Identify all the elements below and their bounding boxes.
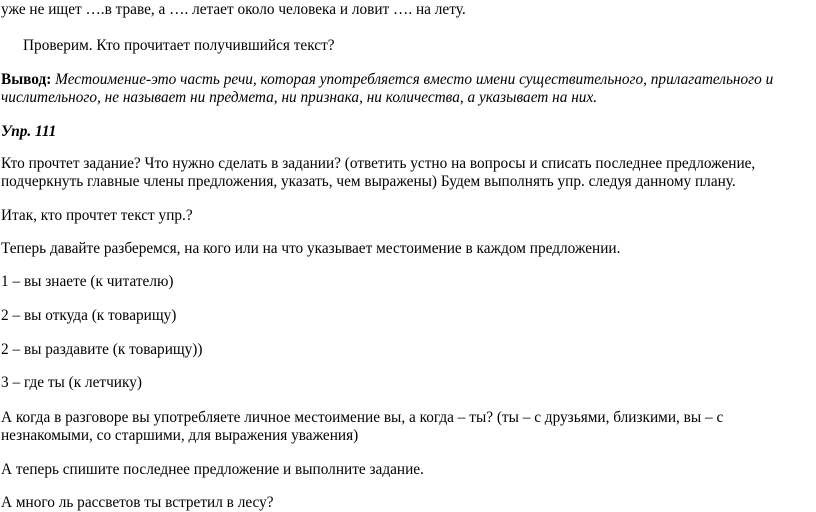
who-reads-line: Итак, кто прочтет текст упр.? xyxy=(1,207,193,224)
analyze-line: Теперь давайте разберемся, на кого или на что указывает местоимение в каждом предложении. xyxy=(1,240,621,257)
conclusion-label: Вывод: xyxy=(1,71,52,88)
task-line1: Кто прочтет задание? Что нужно сделать в задании? (ответить устно на вопросы и списать последнее предложение, xyxy=(1,155,756,172)
list-item: 2 – вы откуда (к товарищу) xyxy=(1,307,177,324)
copy-task-line: А теперь спишите последнее предложение и выполните задание. xyxy=(1,461,424,478)
conclusion-text-line1: Местоимение-это часть речи, которая употребляется вместо имени существительного, прилагательного и xyxy=(51,71,774,88)
last-sentence-line: А много ль рассветов ты встретил в лесу? xyxy=(1,494,274,511)
task-line2: подчеркнуть главные члены предложения, указать, чем выражены) Будем выполнять упр. следуя данному плану. xyxy=(1,173,736,190)
pronoun-question-line2: незнакомыми, со старшими, для выражения уважения) xyxy=(1,427,359,444)
text-line-top: уже не ищет ….в траве, а …. летает около человека и ловит …. на лету. xyxy=(1,1,466,18)
conclusion-text-line2: числительного, не называет ни предмета, ни признака, ни количества, а указывает на них. xyxy=(1,89,598,106)
list-item: 3 – где ты (к летчику) xyxy=(1,374,142,391)
exercise-title: Упр. 111 xyxy=(1,123,57,140)
pronoun-question-line1: А когда в разговоре вы употребляете личное местоимение вы, а когда – ты? (ты – с друзьями, близкими, вы – с xyxy=(1,409,724,426)
conclusion-paragraph xyxy=(1,71,773,89)
list-item: 2 – вы раздавите (к товарищу)) xyxy=(1,341,203,358)
list-item: 1 – вы знаете (к читателю) xyxy=(1,273,174,290)
check-prompt: Проверим. Кто прочитает получившийся текст? xyxy=(23,37,335,54)
